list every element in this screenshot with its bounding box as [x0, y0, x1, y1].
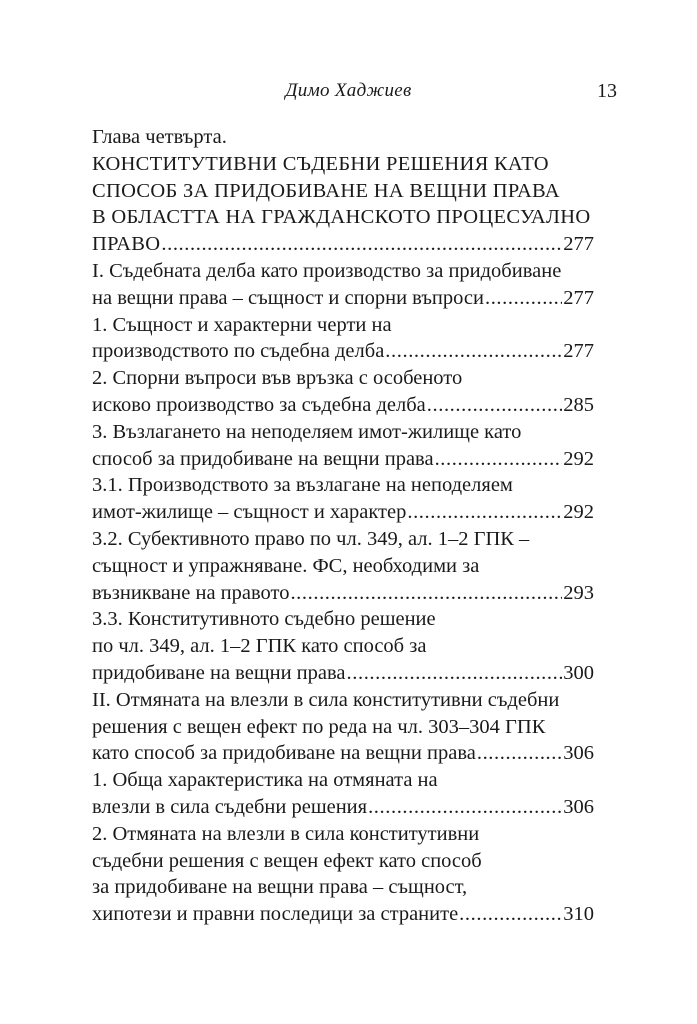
toc-entry: [92, 312, 594, 366]
toc-dot-leader: [161, 231, 562, 258]
toc-entry-text: способ за придобиване на вещни права: [92, 447, 434, 470]
toc-entry-text: възникване на правото: [92, 581, 290, 604]
toc-entry-text: 3.1. Производството за възлагане на неподеляем: [92, 474, 513, 497]
toc-page-number: 285: [563, 393, 594, 416]
toc-entry-line: [92, 714, 594, 741]
toc-page-number: 293: [563, 581, 594, 604]
toc-entry-line: [92, 633, 594, 660]
toc-entry-last-line: [92, 285, 594, 312]
toc-entry-line: [92, 687, 594, 714]
toc-entry-last-line: [92, 392, 594, 419]
toc-entry-text: хипотези и правни последици за страните: [92, 903, 459, 926]
toc-entry-text: 1. Обща характеристика на отмяната на: [92, 769, 438, 792]
toc-entry: [92, 365, 594, 419]
toc-entry: [92, 526, 594, 606]
toc-entry-text: по чл. 349, ал. 1–2 ГПК като способ за: [92, 635, 427, 658]
toc-dot-leader: [368, 794, 562, 821]
toc-page-number: 292: [563, 501, 594, 524]
toc-entry-line: [92, 821, 594, 848]
table-of-contents: [92, 124, 594, 928]
toc-entry-line: [92, 606, 594, 633]
toc-entry-text: същност и упражняване. ФС, необходими за: [92, 554, 480, 577]
toc-dot-leader: [477, 740, 562, 767]
toc-entry-line: [92, 419, 594, 446]
toc-page-number: 277: [563, 340, 594, 363]
toc-entry-text: I. Съдебната делба като производство за придобиване: [92, 259, 562, 282]
toc-entry-text: ПРАВО: [92, 233, 161, 256]
toc-entry-line: [92, 848, 594, 875]
toc-entry-text: придобиване на вещни права: [92, 661, 346, 684]
toc-entry-line: [92, 312, 594, 339]
toc-entry-text: като способ за придобиване на вещни права: [92, 742, 476, 765]
toc-entry-line: [92, 124, 594, 151]
toc-entry-text: Глава четвърта.: [92, 126, 227, 148]
toc-entry-text: КОНСТИТУТИВНИ СЪДЕБНИ РЕШЕНИЯ КАТО: [92, 152, 549, 175]
toc-entry-last-line: [92, 231, 594, 258]
toc-dot-leader: [407, 499, 562, 526]
toc-page-number: 310: [563, 903, 594, 926]
toc-dot-leader: [435, 446, 563, 473]
toc-entry-text: 1. Същност и характерни черти на: [92, 313, 392, 336]
toc-entry-text: за придобиване на вещни права – същност,: [92, 876, 468, 899]
toc-entry-text: исково производство за съдебна делба: [92, 393, 426, 416]
toc-entry-text: имот-жилище – същност и характер: [92, 501, 407, 524]
toc-entry: [92, 258, 594, 312]
toc-entry: [92, 472, 594, 526]
toc-entry: [92, 821, 594, 928]
toc-entry-line: [92, 204, 594, 231]
toc-dot-leader: [290, 580, 562, 607]
toc-entry-last-line: [92, 499, 594, 526]
toc-entry-line: [92, 874, 594, 901]
toc-entry: [92, 606, 594, 686]
toc-entry: [92, 767, 594, 821]
toc-page-number: 306: [563, 795, 594, 818]
toc-entry-line: [92, 178, 594, 205]
toc-entry-text: влезли в сила съдебни решения: [92, 795, 368, 818]
toc-page-number: 300: [563, 661, 594, 684]
running-header-author: Димо Хаджиев: [285, 80, 412, 101]
toc-entry-last-line: [92, 660, 594, 687]
toc-entry-last-line: [92, 740, 594, 767]
toc-dot-leader: [385, 338, 562, 365]
toc-entry-line: [92, 258, 594, 285]
toc-entry-text: съдебни решения с вещен ефект като способ: [92, 849, 482, 872]
toc-entry-line: [92, 526, 594, 553]
toc-entry-text: II. Отмяната на влезли в сила конститутивни съдебни: [92, 688, 560, 711]
toc-entry-text: производството по съдебна делба: [92, 340, 385, 363]
toc-entry-line: [92, 472, 594, 499]
toc-entry: [92, 124, 594, 258]
toc-entry-text: 3.2. Субективното право по чл. 349, ал. 1–2 ГПК –: [92, 527, 530, 550]
toc-entry-text: 3. Възлагането на неподеляем имот-жилище като: [92, 420, 522, 443]
toc-entry-text: В ОБЛАСТТА НА ГРАЖДАНСКОТО ПРОЦЕСУАЛНО: [92, 206, 591, 229]
toc-entry-last-line: [92, 794, 594, 821]
toc-page-number: 277: [563, 233, 594, 256]
toc-entry-text: СПОСОБ ЗА ПРИДОБИВАНЕ НА ВЕЩНИ ПРАВА: [92, 179, 560, 202]
page-number: 13: [597, 80, 617, 102]
toc-entry-text: 2. Отмяната на влезли в сила конститутивни: [92, 822, 480, 845]
toc-entry-line: [92, 767, 594, 794]
toc-entry-last-line: [92, 901, 594, 928]
toc-entry-text: на вещни права – същност и спорни въпроси: [92, 286, 484, 309]
toc-entry-last-line: [92, 446, 594, 473]
toc-dot-leader: [485, 285, 562, 312]
toc-dot-leader: [459, 901, 562, 928]
toc-page-number: 292: [563, 447, 594, 470]
toc-entry-line: [92, 553, 594, 580]
toc-entry: [92, 419, 594, 473]
toc-entry-line: [92, 365, 594, 392]
toc-entry-line: [92, 151, 594, 178]
toc-entry-last-line: [92, 338, 594, 365]
toc-page-number: 277: [563, 286, 594, 309]
running-header: [0, 80, 697, 108]
toc-entry-text: решения с вещен ефект по реда на чл. 303–304 ГПК: [92, 715, 546, 738]
toc-dot-leader: [427, 392, 562, 419]
toc-entry-text: 2. Спорни въпроси във връзка с особеното: [92, 367, 463, 390]
toc-entry-last-line: [92, 580, 594, 607]
toc-dot-leader: [347, 660, 563, 687]
toc-entry: [92, 687, 594, 767]
toc-page-number: 306: [563, 742, 594, 765]
toc-entry-text: 3.3. Конститутивното съдебно решение: [92, 608, 436, 631]
